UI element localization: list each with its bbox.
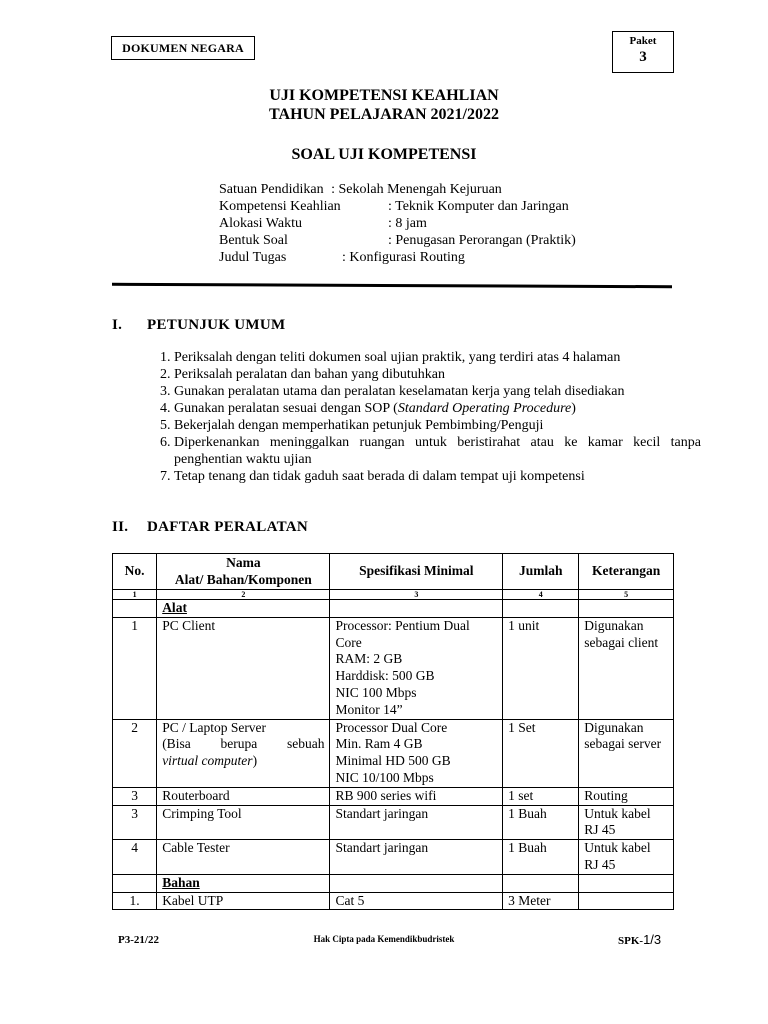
meta-separator: : bbox=[342, 250, 346, 265]
meta-row bbox=[219, 198, 341, 215]
meta-separator: : bbox=[331, 182, 335, 197]
instruction-item: 1. Periksalah dengan teliti dokumen soal ujian praktik, yang terdiri atas 4 halaman bbox=[174, 349, 701, 366]
meta-label: Alokasi Waktu bbox=[219, 216, 302, 231]
instruction-item: 7. Tetap tenang dan tidak gaduh saat berada di dalam tempat uji kompetensi bbox=[174, 468, 701, 485]
table-row: 3 Routerboard RB 900 series wifi 1 set Routing bbox=[113, 787, 674, 805]
table-row: 1. Kabel UTP Cat 5 3 Meter bbox=[113, 892, 674, 910]
header-divider bbox=[112, 283, 672, 288]
equipment-table bbox=[112, 553, 674, 910]
instruction-item: 4. Gunakan peralatan sesuai dengan SOP (Standard Operating Procedure) bbox=[174, 400, 701, 417]
meta-row bbox=[219, 215, 302, 232]
instruction-item: 2. Periksalah peralatan dan bahan yang dibutuhkan bbox=[174, 366, 701, 383]
meta-value: Sekolah Menengah Kejuruan bbox=[338, 182, 502, 197]
paket-box bbox=[612, 31, 674, 73]
meta-separator: : bbox=[388, 233, 392, 248]
footer-copyright: Hak Cipta pada Kemendikbudristek bbox=[313, 934, 455, 944]
header-nama: Nama Alat/ Bahan/Komponen bbox=[157, 554, 330, 590]
table-row: 1 PC Client Processor: Pentium Dual Core RAM: 2 GB Harddisk: 500 GB NIC 100 Mbps Monitor 14” 1 unit Digunakan sebagai client bbox=[113, 617, 674, 719]
group-label: Alat bbox=[162, 600, 187, 615]
exam-subtitle: SOAL UJI KOMPETENSI bbox=[291, 146, 477, 163]
meta-separator: : bbox=[388, 216, 392, 231]
group-row-alat bbox=[113, 600, 674, 618]
section-number: II. bbox=[112, 519, 129, 535]
meta-row bbox=[219, 232, 288, 249]
instruction-list bbox=[147, 349, 701, 485]
table-header-row bbox=[113, 554, 674, 590]
footer-page: SPK-1/3 bbox=[618, 932, 662, 947]
meta-row-value bbox=[388, 198, 569, 215]
group-row-bahan bbox=[113, 874, 674, 892]
instruction-item: 3. Gunakan peralatan utama dan peralatan keselamatan kerja yang telah disediakan bbox=[174, 383, 701, 400]
paket-number: 3 bbox=[639, 49, 647, 65]
document-classification-label: DOKUMEN NEGARA bbox=[111, 36, 255, 60]
table-row: 2 PC / Laptop Server (Bisa berupa sebuah virtual computer) Processor Dual Core Min. Ram 4 GB Minimal HD 500 GB NIC 10/100 Mbps 1 Set Digunakan sebagai server bbox=[113, 719, 674, 787]
instruction-item: 6. Diperkenankan meninggalkan ruangan untuk beristirahat atau ke kamar kecil tanpa penghentian waktu ujian bbox=[174, 434, 701, 468]
meta-row bbox=[219, 249, 286, 266]
section-number: I. bbox=[112, 317, 123, 333]
meta-row-value bbox=[388, 215, 427, 232]
meta-label: Judul Tugas bbox=[219, 250, 287, 265]
academic-year-title: TAHUN PELAJARAN 2021/2022 bbox=[269, 106, 499, 123]
meta-value: Teknik Komputer dan Jaringan bbox=[395, 199, 569, 214]
meta-label: Bentuk Soal bbox=[219, 233, 288, 248]
meta-label: Kompetensi Keahlian bbox=[219, 199, 341, 214]
instruction-item: 5. Bekerjalah dengan memperhatikan petunjuk Pembimbing/Penguji bbox=[174, 417, 701, 434]
header-no: No. bbox=[113, 554, 157, 590]
exam-title: UJI KOMPETENSI KEAHLIAN bbox=[269, 87, 499, 104]
group-label: Bahan bbox=[162, 874, 200, 890]
section-title: PETUNJUK UMUM bbox=[147, 317, 286, 333]
meta-label: Satuan Pendidikan bbox=[219, 182, 324, 197]
paket-label: Paket bbox=[629, 35, 657, 47]
header-jumlah: Jumlah bbox=[503, 554, 579, 590]
meta-row bbox=[219, 181, 502, 198]
column-number-row: 1 2 3 4 5 bbox=[113, 590, 674, 600]
table-row: 4 Cable Tester Standart jaringan 1 Buah Untuk kabel RJ 45 bbox=[113, 840, 674, 875]
meta-value: 8 jam bbox=[395, 216, 427, 231]
section-title: DAFTAR PERALATAN bbox=[147, 519, 309, 535]
meta-row-value bbox=[342, 249, 465, 266]
meta-value: Konfigurasi Routing bbox=[349, 250, 465, 265]
meta-value: Penugasan Perorangan (Praktik) bbox=[395, 233, 576, 248]
meta-row-value bbox=[388, 232, 576, 249]
meta-separator: : bbox=[388, 199, 392, 214]
header-keterangan: Keterangan bbox=[579, 554, 674, 590]
table-row: 3 Crimping Tool Standart jaringan 1 Buah Untuk kabel RJ 45 bbox=[113, 805, 674, 840]
footer-code: P3-21/22 bbox=[118, 934, 159, 946]
header-spesifikasi: Spesifikasi Minimal bbox=[330, 554, 503, 590]
